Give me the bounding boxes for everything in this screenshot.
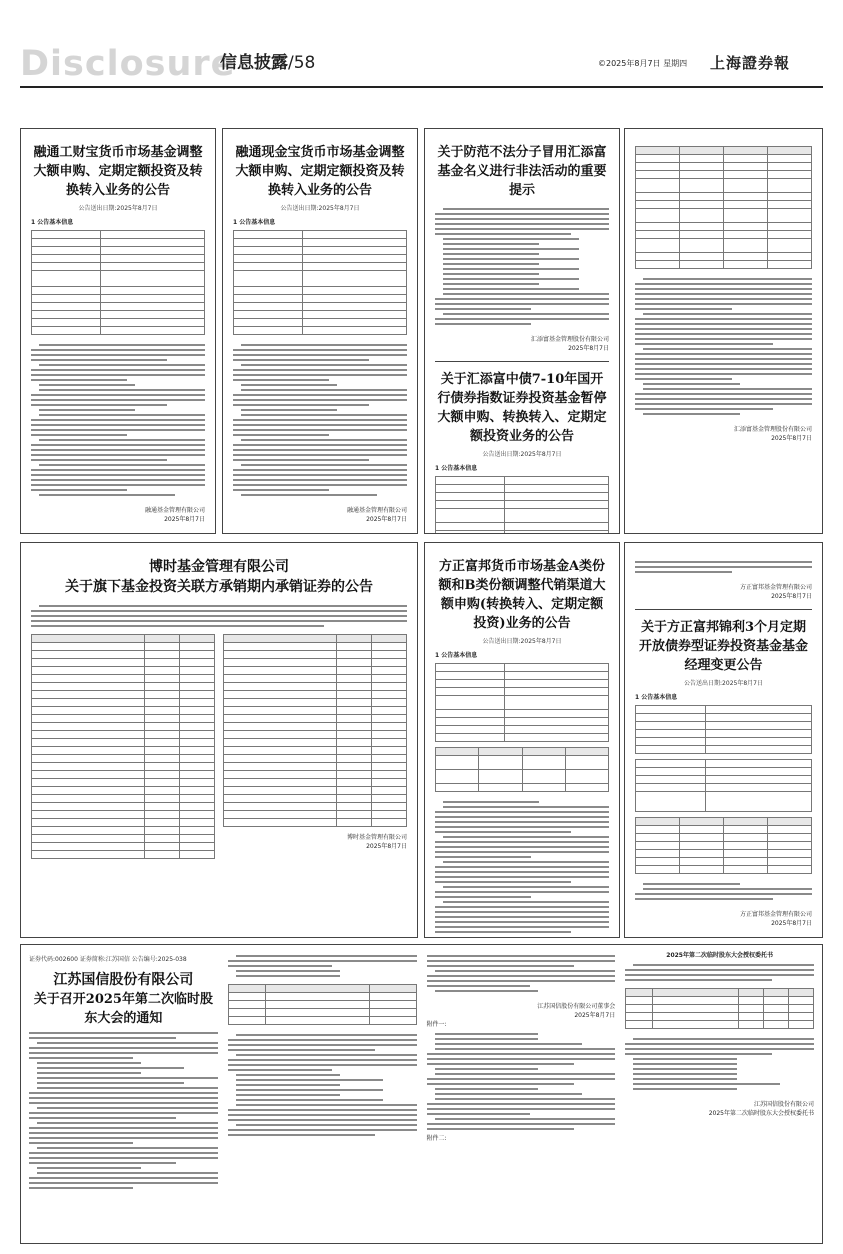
signoff xyxy=(31,506,205,524)
section-heading: 1 公告基本信息 xyxy=(233,219,276,226)
section-heading: 1 公告基本信息 xyxy=(435,652,478,659)
share-class-table xyxy=(635,146,812,269)
history-table xyxy=(635,817,812,874)
masthead xyxy=(20,44,823,84)
manager-table xyxy=(635,759,812,812)
notice-title-line1: 博时基金管理有限公司 xyxy=(149,559,289,575)
brand-word: Disclosure xyxy=(20,44,236,84)
voting-table xyxy=(625,988,814,1029)
signoff xyxy=(427,1002,616,1020)
stock-code-line: 证券代码:002600 证券简称:江苏国信 公告编号:2025-038 xyxy=(29,956,187,963)
signoff-date: 2025年8月7日 xyxy=(366,516,407,523)
info-table xyxy=(435,663,609,742)
notice-title-line1: 江苏国信股份有限公司 xyxy=(53,972,194,988)
signoff-2 xyxy=(635,910,812,928)
signoff-date: 2025年8月7日 xyxy=(771,920,812,927)
column-3 xyxy=(427,951,616,1237)
info-table xyxy=(31,230,205,335)
notice-title: 关于防范不法分子冒用汇添富基金名义进行非法活动的重要提示 xyxy=(437,145,607,198)
final-signoff xyxy=(625,1100,814,1118)
attachment-label: 附件一: xyxy=(426,1021,447,1028)
notice-body xyxy=(31,340,205,500)
notice-date: 公告送出日期:2025年8月7日 xyxy=(684,680,763,687)
column-1 xyxy=(29,951,218,1237)
notice-body xyxy=(635,274,812,419)
signoff-company: 汇添富基金管理股份有限公司 xyxy=(733,426,812,433)
signoff xyxy=(223,833,407,851)
notice-body xyxy=(427,951,616,996)
notice-intro xyxy=(31,601,407,631)
notice-huitianfu xyxy=(424,128,620,534)
proxy-title: 2025年第二次临时股东大会授权委托书 xyxy=(666,952,773,959)
notice-title: 融通现金宝货币市场基金调整大额申购、定期定额投资及转换转入业务的公告 xyxy=(235,145,405,198)
proxy-body xyxy=(625,1034,814,1094)
signoff-company: 汇添富基金管理股份有限公司 xyxy=(530,336,609,343)
attachment2-label: 附件二: xyxy=(426,1135,447,1142)
signoff xyxy=(635,425,812,443)
info-table xyxy=(435,476,609,534)
notice-rongtong-xianjinbao xyxy=(222,128,418,534)
signoff xyxy=(233,506,407,524)
signoff-company: 融通基金管理有限公司 xyxy=(346,507,407,514)
page-number: /58 xyxy=(288,53,316,73)
notice-date: 公告送出日期:2025年8月7日 xyxy=(482,638,562,645)
signoff-company: 博时基金管理有限公司 xyxy=(346,834,407,841)
notice-title-2: 关于汇添富中债7-10年国开行债券指数证券投资基金暂停大额申购、转换转入、定期定额投资业务的公告 xyxy=(437,372,607,444)
signoff-date: 2025年8月7日 xyxy=(568,345,609,352)
notice-founder-fubon-mmf xyxy=(424,542,620,938)
notice-body-continued xyxy=(635,557,812,577)
final-company: 江苏国信股份有限公司 xyxy=(753,1101,814,1108)
column-4 xyxy=(625,951,814,1237)
signoff-company: 方正富邦基金管理有限公司 xyxy=(739,911,812,918)
notice-divider xyxy=(435,361,609,362)
notice-date: 公告送出日期:2025年8月7日 xyxy=(78,205,158,212)
section-heading: 1 公告基本信息 xyxy=(31,219,74,226)
signoff-company: 江苏国信股份有限公司董事会 xyxy=(537,1003,616,1010)
notice-date-2: 公告送出日期:2025年8月7日 xyxy=(482,451,562,458)
notice-date: 公告送出日期:2025年8月7日 xyxy=(280,205,360,212)
paper-name: 上海證券報 xyxy=(710,54,791,72)
underwriting-tables xyxy=(31,631,407,864)
notice-title: 关于方正富邦锦利3个月定期开放债券型证券投资基金基金经理变更公告 xyxy=(638,620,808,673)
underwriting-table-right xyxy=(223,634,407,827)
notice-jiangsu-guoxin xyxy=(20,944,823,1244)
underwriting-table-left xyxy=(31,634,215,859)
notice-body xyxy=(635,879,812,904)
signoff-company: 融通基金管理有限公司 xyxy=(144,507,205,514)
notice-title: 方正富邦货币市场基金A类份额和B类份额调整代销渠道大额申购(转换转入、定期定额投资)业务的公告 xyxy=(438,559,606,631)
notice-rongtong-gongcaibao xyxy=(20,128,216,534)
notice-body-2 xyxy=(228,1030,417,1140)
share-class-table xyxy=(435,747,609,792)
column-2 xyxy=(228,951,417,1237)
attachment-body xyxy=(427,1029,616,1134)
notice-title-line2: 关于旗下基金投资关联方承销期内承销证券的公告 xyxy=(65,579,373,595)
notice-founder-fubon-jinli xyxy=(624,542,823,938)
section-heading-2: 1 公告基本信息 xyxy=(435,465,478,472)
signoff-date: 2025年8月7日 xyxy=(164,516,205,523)
notice-body xyxy=(435,204,609,329)
notice-body xyxy=(29,1028,218,1193)
notice-body xyxy=(233,340,407,500)
signoff xyxy=(635,583,812,601)
notice-title-line2: 关于召开2025年第二次临时股东大会的通知 xyxy=(33,992,213,1026)
proposal-table xyxy=(228,984,417,1025)
section-heading: 1 公告基本信息 xyxy=(635,694,678,701)
masthead-rule xyxy=(20,86,823,88)
issue-date: ©2025年8月7日 星期四 xyxy=(598,59,688,68)
section-title xyxy=(220,52,315,74)
signoff-date: 2025年8月7日 xyxy=(771,435,812,442)
proxy-intro xyxy=(625,960,814,985)
final-date: 2025年第二次临时股东大会授权委托书 xyxy=(708,1110,814,1117)
signoff-company: 方正富邦基金管理有限公司 xyxy=(739,584,812,591)
info-table xyxy=(635,705,812,754)
notice-body xyxy=(435,797,609,937)
notice-divider xyxy=(635,609,812,610)
notice-body xyxy=(228,951,417,981)
signoff-date: 2025年8月7日 xyxy=(574,1012,616,1019)
signoff-date: 2025年8月7日 xyxy=(366,843,407,850)
signoff-date: 2025年8月7日 xyxy=(771,593,812,600)
notice-huitianfu-continued xyxy=(624,128,823,534)
info-table xyxy=(233,230,407,335)
section-name: 信息披露 xyxy=(220,53,288,73)
signoff xyxy=(435,335,609,353)
notice-bosera xyxy=(20,542,418,938)
notice-title: 融通工财宝货币市场基金调整大额申购、定期定额投资及转换转入业务的公告 xyxy=(33,145,203,198)
